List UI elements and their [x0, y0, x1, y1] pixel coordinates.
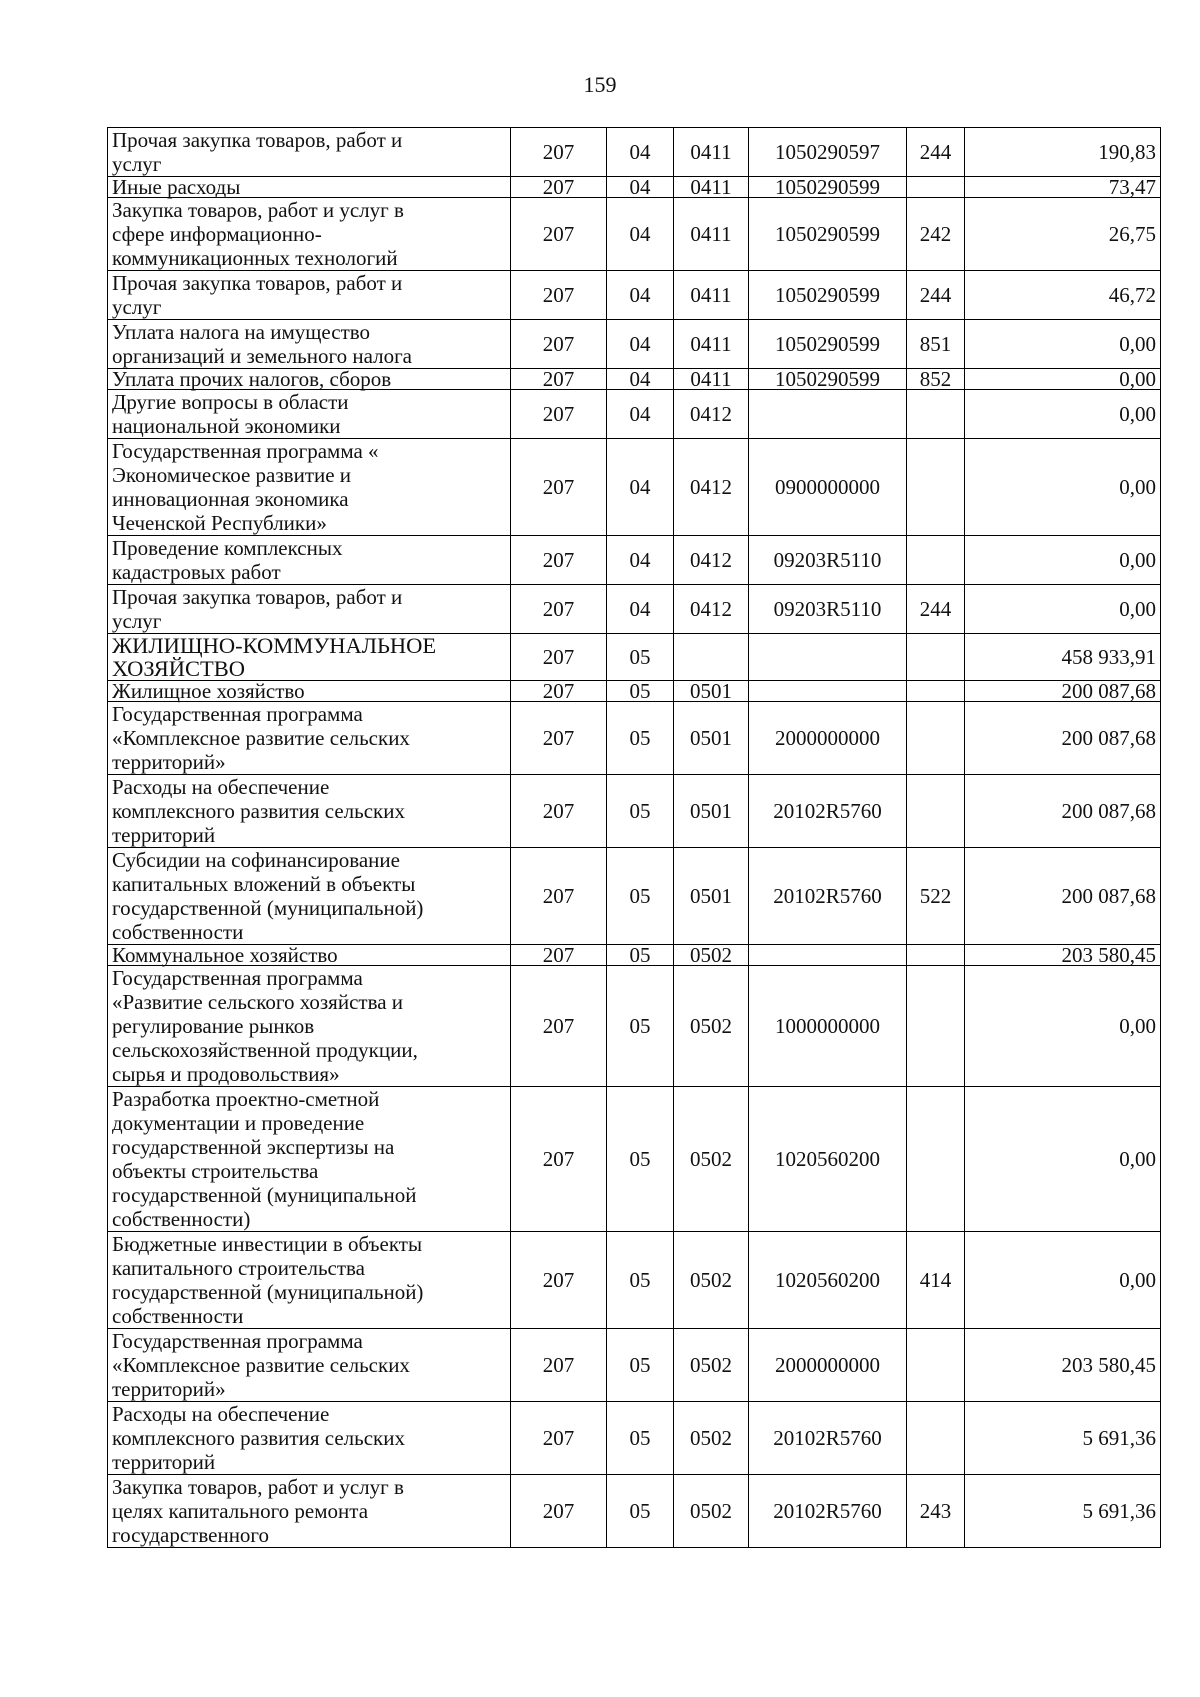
subsection-code-cell: 0411	[674, 320, 749, 369]
amount-cell: 0,00	[965, 320, 1161, 369]
target-article-cell	[749, 634, 907, 681]
amount-cell: 203 580,45	[965, 945, 1161, 966]
amount-cell: 0,00	[965, 966, 1161, 1087]
expense-type-cell: 414	[907, 1232, 965, 1329]
row-name-cell: Иные расходы	[108, 177, 511, 198]
target-article-cell: 2000000000	[749, 1329, 907, 1402]
glava-code-cell: 207	[511, 1475, 607, 1548]
section-code-cell: 05	[607, 848, 674, 945]
row-name-cell: Прочая закупка товаров, работ и услуг	[108, 585, 511, 634]
table-row	[108, 369, 1161, 390]
table-row	[108, 1329, 1161, 1402]
table-row	[108, 439, 1161, 536]
amount-cell: 200 087,68	[965, 775, 1161, 848]
target-article-cell: 2000000000	[749, 702, 907, 775]
row-name-cell: Государственная программа «Комплексное развитие сельских территорий»	[108, 1329, 511, 1402]
expense-type-cell: 852	[907, 369, 965, 390]
subsection-code-cell: 0502	[674, 1087, 749, 1232]
table-row	[108, 1475, 1161, 1548]
amount-cell: 26,75	[965, 198, 1161, 271]
section-code-cell: 04	[607, 320, 674, 369]
expense-type-cell	[907, 702, 965, 775]
glava-code-cell: 207	[511, 585, 607, 634]
table-row	[108, 702, 1161, 775]
row-name-cell: Государственная программа «Комплексное развитие сельских территорий»	[108, 702, 511, 775]
table-row	[108, 177, 1161, 198]
amount-cell: 0,00	[965, 1232, 1161, 1329]
table-row	[108, 966, 1161, 1087]
section-code-cell: 05	[607, 945, 674, 966]
expense-type-cell	[907, 634, 965, 681]
glava-code-cell: 207	[511, 1329, 607, 1402]
target-article-cell: 1050290599	[749, 320, 907, 369]
glava-code-cell: 207	[511, 634, 607, 681]
target-article-cell: 1020560200	[749, 1087, 907, 1232]
section-code-cell: 05	[607, 634, 674, 681]
target-article-cell: 0900000000	[749, 439, 907, 536]
section-code-cell: 04	[607, 128, 674, 177]
amount-cell: 73,47	[965, 177, 1161, 198]
row-name-cell: Бюджетные инвестиции в объекты капитального строительства государственной (муниципальной) собственности	[108, 1232, 511, 1329]
amount-cell: 0,00	[965, 390, 1161, 439]
row-name-cell: Проведение комплексных кадастровых работ	[108, 536, 511, 585]
section-code-cell: 04	[607, 177, 674, 198]
amount-cell: 200 087,68	[965, 702, 1161, 775]
expense-type-cell: 851	[907, 320, 965, 369]
section-code-cell: 04	[607, 198, 674, 271]
section-code-cell: 05	[607, 966, 674, 1087]
expense-type-cell: 242	[907, 198, 965, 271]
table-row	[108, 198, 1161, 271]
subsection-code-cell: 0502	[674, 1232, 749, 1329]
glava-code-cell: 207	[511, 702, 607, 775]
glava-code-cell: 207	[511, 966, 607, 1087]
amount-cell: 46,72	[965, 271, 1161, 320]
row-name-cell: Коммунальное хозяйство	[108, 945, 511, 966]
row-name-cell: Уплата налога на имущество организаций и земельного налога	[108, 320, 511, 369]
expense-type-cell	[907, 966, 965, 1087]
amount-cell: 200 087,68	[965, 681, 1161, 702]
budget-table	[107, 127, 1161, 1548]
expense-type-cell: 522	[907, 848, 965, 945]
row-name-cell: Другие вопросы в области национальной экономики	[108, 390, 511, 439]
section-code-cell: 05	[607, 1087, 674, 1232]
table-row	[108, 390, 1161, 439]
section-code-cell: 05	[607, 681, 674, 702]
section-code-cell: 05	[607, 1232, 674, 1329]
table-row	[108, 848, 1161, 945]
table-row	[108, 775, 1161, 848]
section-code-cell: 05	[607, 1329, 674, 1402]
amount-cell: 0,00	[965, 536, 1161, 585]
row-name-cell: Субсидии на софинансирование капитальных вложений в объекты государственной (муниципальной) собственности	[108, 848, 511, 945]
subsection-code-cell: 0412	[674, 585, 749, 634]
section-code-cell: 04	[607, 585, 674, 634]
target-article-cell: 20102R5760	[749, 775, 907, 848]
table-row-section	[108, 634, 1161, 681]
expense-type-cell	[907, 945, 965, 966]
table-row	[108, 1402, 1161, 1475]
amount-cell: 0,00	[965, 1087, 1161, 1232]
subsection-code-cell: 0501	[674, 848, 749, 945]
amount-cell: 458 933,91	[965, 634, 1161, 681]
glava-code-cell: 207	[511, 271, 607, 320]
row-name-cell: Уплата прочих налогов, сборов	[108, 369, 511, 390]
target-article-cell	[749, 390, 907, 439]
target-article-cell: 1050290599	[749, 271, 907, 320]
section-code-cell: 05	[607, 702, 674, 775]
subsection-code-cell: 0412	[674, 439, 749, 536]
subsection-code-cell: 0411	[674, 128, 749, 177]
section-code-cell: 05	[607, 1475, 674, 1548]
target-article-cell: 1000000000	[749, 966, 907, 1087]
table-row	[108, 320, 1161, 369]
expense-type-cell	[907, 681, 965, 702]
glava-code-cell: 207	[511, 848, 607, 945]
table-row	[108, 681, 1161, 702]
amount-cell: 190,83	[965, 128, 1161, 177]
section-code-cell: 04	[607, 271, 674, 320]
glava-code-cell: 207	[511, 1402, 607, 1475]
table-row	[108, 1232, 1161, 1329]
row-name-cell: Государственная программа «Развитие сельского хозяйства и регулирование рынков сельскохозяйственной продукции, сырья и продовольствия»	[108, 966, 511, 1087]
target-article-cell: 09203R5110	[749, 585, 907, 634]
expense-type-cell	[907, 390, 965, 439]
row-name-cell: Прочая закупка товаров, работ и услуг	[108, 128, 511, 177]
target-article-cell	[749, 945, 907, 966]
page-number: 159	[583, 72, 617, 97]
target-article-cell: 1050290599	[749, 177, 907, 198]
amount-cell: 200 087,68	[965, 848, 1161, 945]
target-article-cell: 1050290599	[749, 369, 907, 390]
glava-code-cell: 207	[511, 369, 607, 390]
subsection-code-cell: 0412	[674, 536, 749, 585]
amount-cell: 203 580,45	[965, 1329, 1161, 1402]
subsection-code-cell: 0502	[674, 966, 749, 1087]
table-row	[108, 536, 1161, 585]
target-article-cell: 20102R5760	[749, 848, 907, 945]
table-row	[108, 945, 1161, 966]
row-name-cell: Расходы на обеспечение комплексного развития сельских территорий	[108, 775, 511, 848]
table-row	[108, 1087, 1161, 1232]
section-code-cell: 04	[607, 439, 674, 536]
table-row	[108, 271, 1161, 320]
row-name-cell: Разработка проектно-сметной документации и проведение государственной экспертизы на объекты строительства государственной (муниципальной собственности)	[108, 1087, 511, 1232]
section-code-cell: 04	[607, 390, 674, 439]
glava-code-cell: 207	[511, 128, 607, 177]
subsection-code-cell: 0501	[674, 775, 749, 848]
table-row	[108, 128, 1161, 177]
row-name-cell: Прочая закупка товаров, работ и услуг	[108, 271, 511, 320]
expense-type-cell	[907, 1329, 965, 1402]
section-code-cell: 05	[607, 775, 674, 848]
row-name-cell: Расходы на обеспечение комплексного развития сельских территорий	[108, 1402, 511, 1475]
amount-cell: 0,00	[965, 369, 1161, 390]
expense-type-cell	[907, 536, 965, 585]
subsection-code-cell: 0411	[674, 177, 749, 198]
expense-type-cell	[907, 1402, 965, 1475]
target-article-cell: 20102R5760	[749, 1475, 907, 1548]
subsection-code-cell: 0502	[674, 945, 749, 966]
target-article-cell: 1020560200	[749, 1232, 907, 1329]
subsection-code-cell: 0502	[674, 1329, 749, 1402]
amount-cell: 5 691,36	[965, 1402, 1161, 1475]
glava-code-cell: 207	[511, 681, 607, 702]
row-name-cell: Жилищное хозяйство	[108, 681, 511, 702]
amount-cell: 0,00	[965, 439, 1161, 536]
target-article-cell: 20102R5760	[749, 1402, 907, 1475]
expense-type-cell: 244	[907, 128, 965, 177]
expense-type-cell	[907, 1087, 965, 1232]
expense-type-cell	[907, 439, 965, 536]
subsection-code-cell: 0411	[674, 271, 749, 320]
section-code-cell: 04	[607, 369, 674, 390]
expense-type-cell: 243	[907, 1475, 965, 1548]
expense-type-cell	[907, 177, 965, 198]
target-article-cell: 1050290599	[749, 198, 907, 271]
target-article-cell	[749, 681, 907, 702]
subsection-code-cell: 0412	[674, 390, 749, 439]
expense-type-cell: 244	[907, 585, 965, 634]
expense-type-cell	[907, 775, 965, 848]
glava-code-cell: 207	[511, 1232, 607, 1329]
row-name-cell: Закупка товаров, работ и услуг в сфере информационно- коммуникационных технологий	[108, 198, 511, 271]
section-code-cell: 04	[607, 536, 674, 585]
section-code-cell: 05	[607, 1402, 674, 1475]
glava-code-cell: 207	[511, 390, 607, 439]
subsection-code-cell: 0411	[674, 198, 749, 271]
amount-cell: 5 691,36	[965, 1475, 1161, 1548]
subsection-code-cell: 0501	[674, 702, 749, 775]
subsection-code-cell: 0411	[674, 369, 749, 390]
subsection-code-cell: 0502	[674, 1475, 749, 1548]
row-name-cell: Государственная программа « Экономическое развитие и инновационная экономика Чеченской Республики»	[108, 439, 511, 536]
subsection-code-cell: 0501	[674, 681, 749, 702]
glava-code-cell: 207	[511, 439, 607, 536]
row-name-cell: Закупка товаров, работ и услуг в целях капитального ремонта государственного	[108, 1475, 511, 1548]
glava-code-cell: 207	[511, 177, 607, 198]
subsection-code-cell: 0502	[674, 1402, 749, 1475]
subsection-code-cell	[674, 634, 749, 681]
target-article-cell: 1050290597	[749, 128, 907, 177]
table-row	[108, 585, 1161, 634]
amount-cell: 0,00	[965, 585, 1161, 634]
expense-type-cell: 244	[907, 271, 965, 320]
glava-code-cell: 207	[511, 536, 607, 585]
target-article-cell: 09203R5110	[749, 536, 907, 585]
glava-code-cell: 207	[511, 320, 607, 369]
glava-code-cell: 207	[511, 945, 607, 966]
glava-code-cell: 207	[511, 1087, 607, 1232]
glava-code-cell: 207	[511, 198, 607, 271]
glava-code-cell: 207	[511, 775, 607, 848]
row-name-cell: ЖИЛИЩНО-КОММУНАЛЬНОЕ ХОЗЯЙСТВО	[108, 634, 511, 681]
